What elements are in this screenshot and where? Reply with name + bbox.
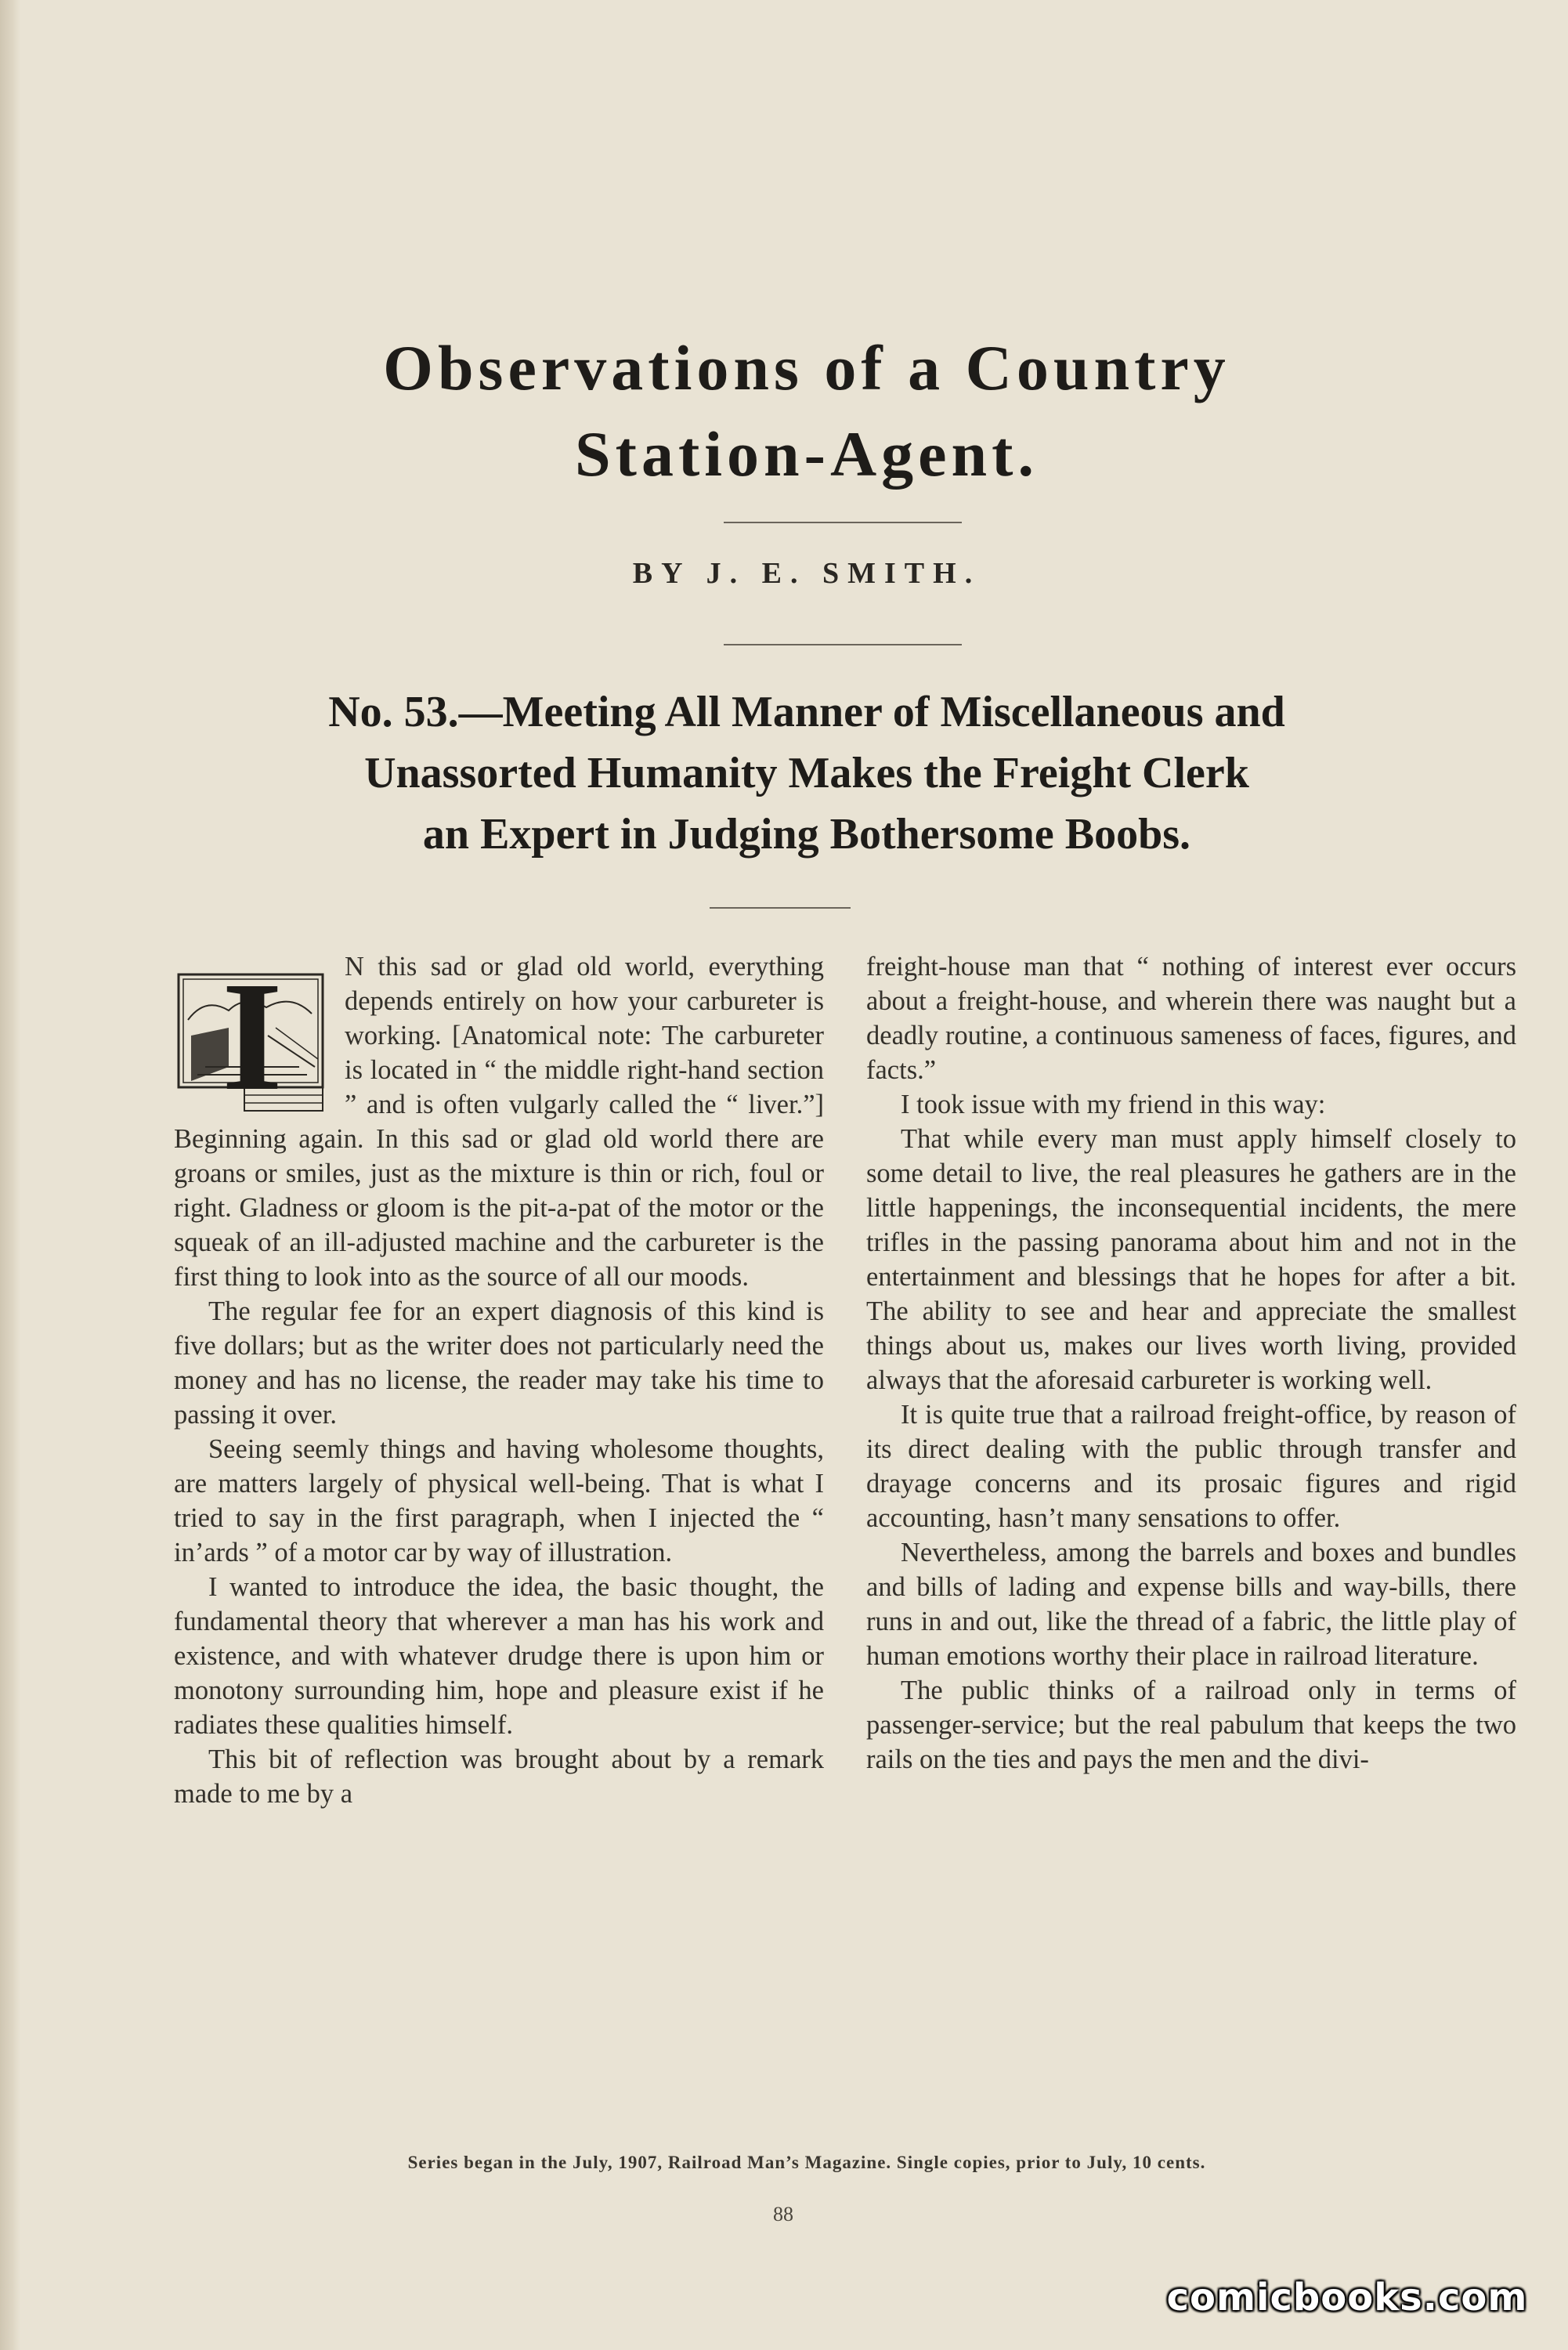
paragraph-11: The public thinks of a railroad only in terms of passenger-service; but the real pabulum that keeps the two rails on the ties and pays the men and the divi- [866,1676,1516,1774]
paragraph-1-block [174,949,824,1294]
article-subheading [141,682,1472,865]
title-divider [724,522,962,523]
byline-divider [724,644,962,645]
paragraph-1: N this sad or glad old world, everything depends entirely on how your carbureter is working. [Anatomical note: The carbureter is located in “ the middle right-hand section ” and is often vulgarly called the “ liver.”] Beginning again. In this sad or glad old world there are groans or smiles, just as the mixture is thin or rich, foul or right. Gladness or gloom is the pit-a-pat of the motor or the squeak of an ill-adjusted machine and the carbureter is the first thing to look into as the source of all our moods. [174,952,824,1292]
article-title [117,325,1496,497]
drop-cap-ship-illustration-icon [174,949,327,1115]
paragraph-2: The regular fee for an expert diagnosis of this kind is five dollars; but as the writer does not particularly need the money and has no license, the reader may take his time to passing it over. [174,1296,824,1430]
page-number: 88 [773,2203,793,2225]
subhead-line-1: No. 53.—Meeting All Manner of Miscellaneous and [328,688,1285,736]
series-footnote: Series began in the July, 1907, Railroad Man’s Magazine. Single copies, prior to July, 10 cents. [407,2153,1206,2172]
subhead-divider [710,907,851,909]
site-watermark: comicbooks.com [1166,2276,1528,2319]
title-line-1: Observations of a Country [383,332,1230,403]
paragraph-7: I took issue with my friend in this way: [901,1090,1326,1119]
paragraph-4: I wanted to introduce the idea, the basic thought, the fundamental theory that wherever a man has his work and existence, and with whatever drudge there is upon him or monotony surrounding him, hope and pleasure exist if he radiates these qualities himself. [174,1572,824,1740]
paragraph-3: Seeing seemly things and having wholesome thoughts, are matters largely of physical well-being. That is what I tried to say in the first paragraph, when I injected the “ in’ards ” of a motor car by way of illustration. [174,1434,824,1567]
title-line-2: Station-Agent. [575,418,1039,490]
subhead-line-2: Unassorted Humanity Makes the Freight Clerk [364,749,1249,797]
article-column-right [866,949,1516,1777]
paragraph-5: This bit of reflection was brought about by a remark made to me by a [174,1744,824,1809]
byline: BY J. E. SMITH. [632,557,981,590]
paragraph-6: freight-house man that “ nothing of interest ever occurs about a freight-house, and wherein there was naught but a deadly routine, a continuous sameness of faces, figures, and facts.” [866,952,1516,1085]
page-binding-edge [0,0,20,2350]
paragraph-8: That while every man must apply himself closely to some detail to live, the real pleasures he gathers are in the little happenings, the inconsequential incidents, the mere trifles in the passing panorama about him and not in the entertainment and blessings that he hopes for after a bit. The ability to see and hear and appreciate the smallest things about us, makes our lives worth living, provided always that the aforesaid carbureter is working well. [866,1124,1516,1395]
paragraph-10: Nevertheless, among the barrels and boxes and bundles and bills of lading and expense bills and way-bills, there runs in and out, like the thread of a fabric, the little play of human emotions worthy their place in railroad literature. [866,1538,1516,1671]
drop-cap-letter: I [222,950,283,1115]
subhead-line-3: an Expert in Judging Bothersome Boobs. [422,810,1191,859]
paragraph-9: It is quite true that a railroad freight-office, by reason of its direct dealing with the public through transfer and drayage concerns and its prosaic figures and rigid accounting, hasn’t many sensations to offer. [866,1400,1516,1533]
article-column-left [174,949,824,1811]
